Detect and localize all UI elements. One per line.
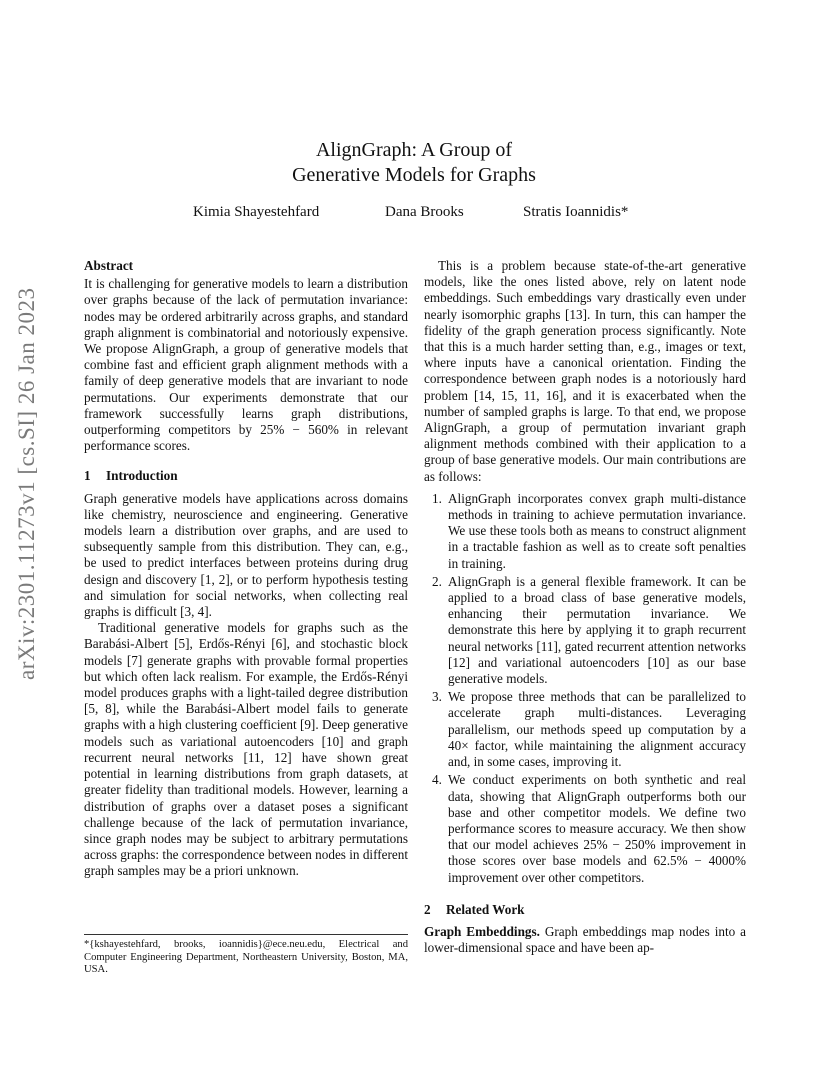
arxiv-identifier: arXiv:2301.11273v1 [cs.SI] 26 Jan 2023 — [14, 287, 39, 680]
intro-paragraph-2: Traditional generative models for graphs such as the Barabási-Albert [5], Erdős-Rényi [6], and stochastic block models [7] generate graphs with provable formal properties but which often lack realism. For example, the Erdős-Rényi model produces graphs with a light-tailed degree distribution [5, 8], while the Barabási-Albert model fails to generate graphs with a high clustering coefficient [9]. Deep generative models such as variational autoencoders [10] and graph recurrent neural networks [11, 12] have shown great potential in learning distributions from graph datasets, at greater fidelity than traditional models. However, learning a distribution of graphs over a dataset poses a significant challenge because of the lack of permutation invariance, since graph nodes may be subject to arbitrary permutations across graphs: the correspondence between nodes in different graph samples may be a priori unknown. — [84, 620, 408, 879]
right-paragraph-1: This is a problem because state-of-the-art generative models, like the ones listed above, rely on latent node embeddings. Such embeddings vary drastically even under nearly isomorphic graphs [13]. In turn, this can hamper the fidelity of the graph generation process significantly. Note that this is a much harder setting than, e.g., images or text, where inputs have a canonical orientation. Finding the correspondence between graph nodes is a notoriously hard problem [14, 15, 11, 16], and it is exacerbated when the number of sampled graphs is large. To that end, we propose AlignGraph, a group of permutation invariant graph alignment methods combined with their application to a group of base generative models. Our main contributions are as follows: — [424, 258, 746, 484]
related-paragraph — [424, 924, 746, 956]
author-footnote: *{kshayestehfard, brooks, ioannidis}@ece.neu.edu, Electrical and Computer Engineering Department, Northeastern University, Boston, MA, USA. — [84, 934, 408, 977]
title-line-1: AlignGraph: A Group of — [315, 139, 513, 161]
intro-section-heading — [84, 468, 408, 484]
related-section-number: 2 — [424, 901, 431, 917]
right-column — [424, 258, 746, 956]
related-section-title: Related Work — [446, 901, 525, 917]
list-item-text: AlignGraph incorporates convex graph multi-distance methods in training to achieve permutation invariance. We use these tools both as means to construct alignment in a tractable fashion as well as to create soft penalties in training. — [448, 490, 746, 571]
abstract-text: It is challenging for generative models to learn a distribution over graphs because of the lack of permutation invariance: nodes may be ordered arbitrarily across graphs, and standard graph alignment is combinatorial and notoriously expensive. We propose AlignGraph, a group of generative models that combine fast and efficient graph alignment methods with a family of deep generative models that are invariant to node permutations. Our experiments demonstrate that our framework successfully learns graph distributions, outperforming competitors by 25% − 560% in relevant performance scores. — [84, 276, 408, 454]
abstract-heading: Abstract — [84, 258, 134, 273]
list-item-number: 3. — [432, 689, 442, 705]
list-item — [424, 574, 746, 687]
author-2: Dana Brooks — [385, 204, 464, 220]
intro-section-number: 1 — [84, 468, 91, 484]
list-item-number: 2. — [432, 573, 442, 589]
related-section-heading — [424, 902, 746, 918]
list-item-text: We conduct experiments on both synthetic and real data, showing that AlignGraph outperforms both our base and other competitor models. We define two performance scores to measure accuracy. We then show that our model achieves 25% − 250% improvement in those scores over base models and 62.5% − 4000% improvement over other competitors. — [448, 772, 746, 885]
list-item — [424, 491, 746, 572]
related-text: Graph embeddings map nodes into a lower-dimensional space and have been ap- — [424, 923, 746, 956]
intro-paragraph-1: Graph generative models have applications across domains like chemistry, neuroscience and engineering. Generative models learn a distribution over graphs, and are used to subsequently sample from this distribution. They can, e.g., be used to predict interfaces between proteins during drug design and discovery [1, 2], or to perform hypothesis testing and simulation for social networks, when collecting real graphs is difficult [3, 4]. — [84, 490, 408, 620]
left-column — [84, 258, 408, 880]
list-item-number: 1. — [432, 490, 442, 506]
list-item-text: AlignGraph is a general flexible framework. It can be applied to a broad class of base generative models, enhancing their permutation invariance. We demonstrate this here by applying it to graph recurrent neural networks [11], gated recurrent attention networks [12] and variational autoencoders [10] as our base generative models. — [448, 573, 746, 687]
intro-section-title: Introduction — [106, 468, 178, 484]
title-line-2: Generative Models for Graphs — [292, 164, 536, 186]
list-item-number: 4. — [432, 772, 442, 788]
author-3: Stratis Ioannidis* — [523, 204, 629, 220]
list-item-text: We propose three methods that can be parallelized to accelerate graph multi-distances. Leveraging parallelism, our methods speed up computation by a 40× factor, while maintaining the alignment accuracy and, in some cases, improving it. — [448, 689, 746, 770]
contributions-list — [424, 491, 746, 886]
list-item — [424, 689, 746, 770]
list-item — [424, 772, 746, 885]
paper-title — [0, 138, 828, 188]
related-run-label: Graph Embeddings. — [424, 923, 540, 939]
author-1: Kimia Shayestehfard — [193, 204, 320, 220]
